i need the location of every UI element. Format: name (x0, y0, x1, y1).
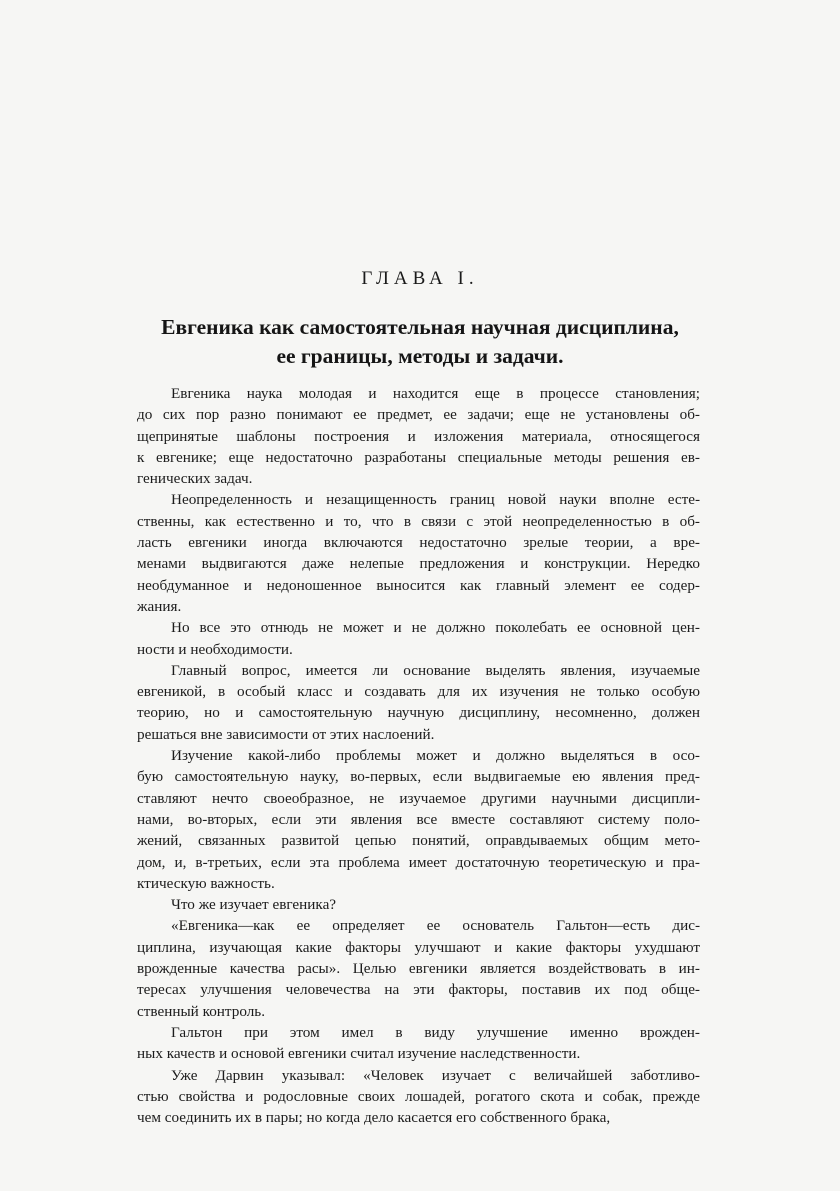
paragraph (137, 894, 700, 915)
text-line: щепринятые шаблоны построения и изложения материала, относящегося (137, 427, 700, 445)
paragraph (137, 745, 700, 894)
text-line: дом, и, в-третьих, если эта проблема имеет достаточную теоретическую и пра- (137, 853, 700, 871)
text-line: ственный контроль. (137, 1002, 266, 1020)
text-line: жений, связанных развитой цепью понятий, оправдываемых общим мето- (137, 832, 700, 850)
text-line: тересах улучшения человечества на эти факторы, поставив их под обще- (137, 981, 700, 999)
text-line: Неопределенность и незащищенность границ новой науки вполне есте- (171, 491, 700, 509)
chapter-heading: ГЛАВА I. (361, 268, 479, 289)
text-line: ственны, как естественно и то, что в связи с этой неопределенностью в об- (137, 512, 700, 530)
text-line: чем соединить их в пары; но когда дело касается его собственного брака, (137, 1109, 611, 1127)
paragraph (137, 489, 700, 617)
chapter-title-line: Евгеника как самостоятельная научная дисциплина, (161, 315, 679, 339)
text-line: стью свойства и родословные своих лошадей, рогатого скота и собак, прежде (137, 1087, 700, 1105)
text-line: до сих пор разно понимают ее предмет, ее задачи; еще не установлены об- (137, 406, 700, 424)
paragraph (137, 1022, 700, 1065)
text-line: нами, во-вторых, если эти явления все вместе составляют систему поло- (137, 810, 700, 828)
text-line: циплина, изучающая какие факторы улучшают и какие факторы ухудшают (137, 938, 700, 956)
text-line: Что же изучает евгеника? (171, 896, 337, 914)
text-line: ласть евгеники иногда включаются недостаточно зрелые теории, а вре- (137, 534, 700, 552)
text-line: врожденные качества расы». Целью евгеники является воздействовать в ин- (137, 960, 700, 978)
text-line: к евгенике; еще недостаточно разработаны специальные методы решения ев- (137, 448, 700, 466)
paragraph (137, 617, 700, 660)
text-line: евгеникой, в особый класс и создавать для их изучения не только особую (137, 683, 700, 701)
text-line: бую самостоятельную науку, во-первых, если выдвигаемые ею явления пред- (137, 768, 700, 786)
text-line: теорию, но и самостоятельную научную дисциплину, несомненно, должен (137, 704, 700, 722)
text-line: менами выдвигаются даже нелепые предложения и конструкции. Нередко (137, 555, 700, 573)
text-line: решаться вне зависимости от этих наслоений. (137, 725, 435, 743)
paragraph (137, 383, 700, 489)
body-text (137, 383, 700, 1128)
chapter-title (120, 313, 720, 371)
text-line: жания. (137, 597, 182, 615)
paragraph (137, 660, 700, 745)
text-line: ставляют нечто своеобразное, не изучаемое другими научными дисципли- (137, 789, 700, 807)
chapter-title-line: ее границы, методы и задачи. (276, 344, 564, 368)
text-line: Уже Дарвин указывал: «Человек изучает с величайшей заботливо- (171, 1066, 700, 1084)
text-line: Евгеника наука молодая и находится еще в процессе становления; (171, 385, 700, 402)
text-line: Но все это отнюдь не может и не должно поколебать ее основной цен- (171, 619, 700, 637)
paragraph (137, 1065, 700, 1129)
text-line: ных качеств и основой евгеники считал изучение наследственности. (137, 1045, 581, 1063)
text-line: «Евгеника—как ее определяет ее основатель Гальтон—есть дис- (171, 917, 700, 935)
text-line: Изучение какой-либо проблемы может и должно выделяться в осо- (171, 747, 700, 765)
text-line: необдуманное и недоношенное выносится как главный элемент ее содер- (137, 576, 700, 594)
text-line: ности и необходимости. (137, 640, 293, 658)
text-line: Главный вопрос, имеется ли основание выделять явления, изучаемые (171, 661, 700, 679)
text-line: генических задач. (137, 470, 253, 488)
text-line: Гальтон при этом имел в виду улучшение именно врожден- (171, 1023, 700, 1041)
paragraph (137, 915, 700, 1021)
text-line: ктическую важность. (137, 874, 275, 892)
